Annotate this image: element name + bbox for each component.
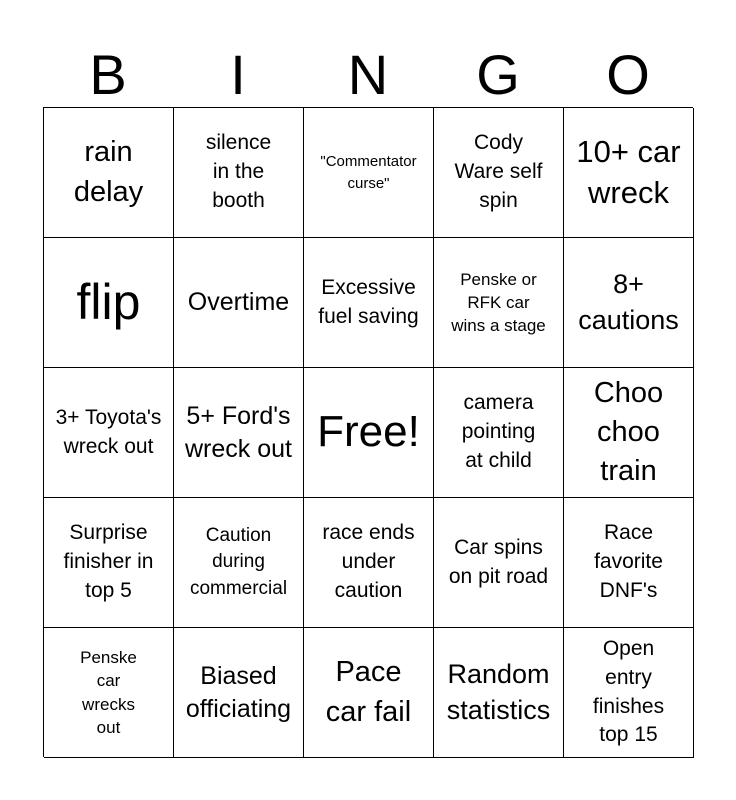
bingo-grid xyxy=(43,107,693,757)
cell-text: 8+ cautions xyxy=(578,268,679,335)
bingo-cell[interactable] xyxy=(44,238,174,368)
bingo-cell[interactable] xyxy=(564,108,694,238)
cell-text: Open entry finishes top 15 xyxy=(592,636,665,747)
bingo-cell[interactable] xyxy=(434,108,564,238)
bingo-cell[interactable] xyxy=(44,498,174,628)
bingo-cell[interactable] xyxy=(44,368,174,498)
header-letter-b: B xyxy=(89,43,127,106)
cell-text: Surprise finisher in top 5 xyxy=(63,521,154,602)
cell-text: Overtime xyxy=(187,288,290,317)
bingo-cell[interactable] xyxy=(434,628,564,758)
cell-text: silence in the booth xyxy=(205,131,272,212)
bingo-cell[interactable] xyxy=(304,108,434,238)
cell-text: Free! xyxy=(317,407,420,457)
cell-text: "Commentator curse" xyxy=(320,152,417,192)
header-letter-i: I xyxy=(230,43,246,106)
header-letter-o: O xyxy=(606,43,650,106)
header-letter-g: G xyxy=(476,43,520,106)
cell-text: 3+ Toyota's wreck out xyxy=(55,405,162,458)
cell-text: Penske or RFK car wins a stage xyxy=(451,269,546,336)
cell-text: Cody Ware self spin xyxy=(454,131,543,212)
bingo-cell[interactable] xyxy=(304,238,434,368)
bingo-header xyxy=(43,42,693,108)
cell-text: Choo choo train xyxy=(593,376,664,488)
bingo-cell free-cell[interactable] xyxy=(304,368,434,498)
bingo-cell[interactable] xyxy=(564,498,694,628)
header-letter-n: N xyxy=(347,43,389,106)
bingo-cell[interactable] xyxy=(44,108,174,238)
cell-text: Pace car fail xyxy=(325,656,412,728)
bingo-cell[interactable] xyxy=(304,498,434,628)
bingo-cell[interactable] xyxy=(174,498,304,628)
cell-text: Car spins on pit road xyxy=(448,535,549,588)
bingo-cell[interactable] xyxy=(434,368,564,498)
cell-text: rain delay xyxy=(73,136,144,208)
cell-text: camera pointing at child xyxy=(461,391,536,472)
cell-text: race ends under caution xyxy=(322,521,415,602)
bingo-cell[interactable] xyxy=(434,238,564,368)
bingo-cell[interactable] xyxy=(44,628,174,758)
bingo-cell[interactable] xyxy=(434,498,564,628)
cell-text: 5+ Ford's wreck out xyxy=(185,402,292,463)
cell-text: Penske car wrecks out xyxy=(80,647,137,737)
bingo-cell[interactable] xyxy=(564,628,694,758)
cell-text: flip xyxy=(76,274,141,330)
cell-text: Excessive fuel saving xyxy=(318,275,419,328)
bingo-cell[interactable] xyxy=(174,368,304,498)
bingo-cell[interactable] xyxy=(304,628,434,758)
bingo-cell[interactable] xyxy=(174,238,304,368)
bingo-cell[interactable] xyxy=(174,108,304,238)
bingo-cell[interactable] xyxy=(564,368,694,498)
cell-text: Random statistics xyxy=(446,658,551,725)
bingo-cell[interactable] xyxy=(174,628,304,758)
bingo-cell[interactable] xyxy=(564,238,694,368)
cell-text: Caution during commercial xyxy=(189,525,288,599)
cell-text: Race favorite DNF's xyxy=(594,521,663,602)
cell-text: 10+ car wreck xyxy=(576,134,681,210)
cell-text: Biased officiating xyxy=(185,662,292,723)
